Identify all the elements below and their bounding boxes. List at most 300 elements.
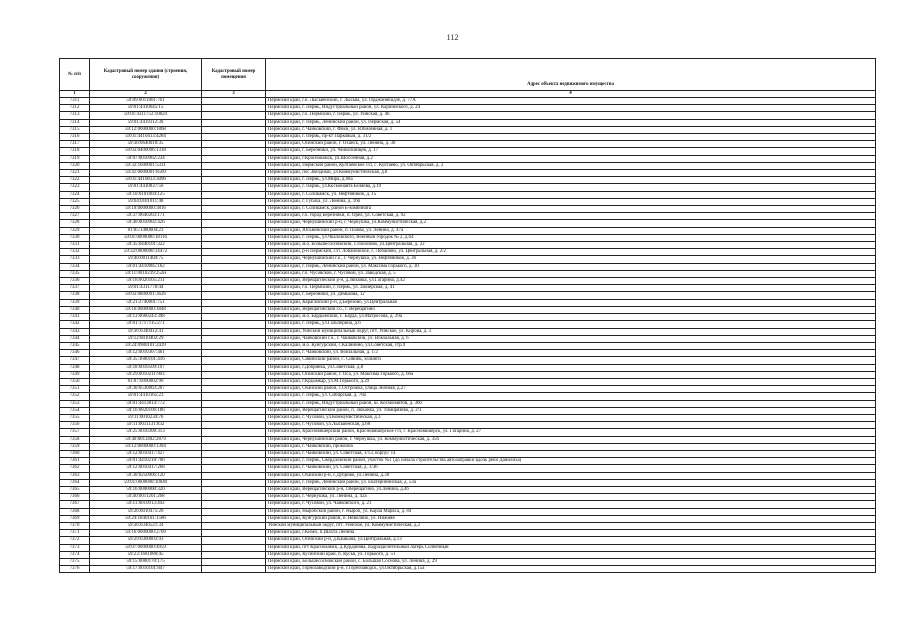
- room-cadastral-number: [202, 422, 266, 429]
- table-row: [60, 393, 876, 400]
- table-row: [60, 328, 876, 335]
- table-row: [60, 422, 876, 429]
- column-index: 2: [90, 91, 202, 98]
- row-number: 7321: [60, 170, 90, 177]
- cadastral-number: 59:12:0010417:427: [90, 450, 202, 457]
- column-index: 1: [60, 91, 90, 98]
- table-row: [60, 407, 876, 414]
- table-row: [60, 249, 876, 256]
- cadastral-number: 59:30:0250006:120: [90, 472, 202, 479]
- row-number: 7323: [60, 184, 90, 191]
- room-cadastral-number: [202, 256, 266, 263]
- cadastral-number: 59:32:1600001:5331: [90, 162, 202, 169]
- header-cadastral: Кадастровый номер здания (строения, сооружения): [90, 59, 202, 91]
- room-cadastral-number: [202, 105, 266, 112]
- property-address: Пермский край, г.о. Пермский, г. Пермь, ул. Уинская, д. 46: [266, 112, 876, 119]
- room-cadastral-number: [202, 177, 266, 184]
- cadastral-number: 59:01:4413814:772: [90, 400, 202, 407]
- room-cadastral-number: [202, 126, 266, 133]
- cadastral-number: 59:12:0000000:1868: [90, 126, 202, 133]
- row-number: 7353: [60, 400, 90, 407]
- cadastral-number: 59:29:0010211:903: [90, 371, 202, 378]
- property-address: Пермский край, Кунгурский район, п. Неволино, ул. Нижняя: [266, 515, 876, 522]
- room-cadastral-number: [202, 206, 266, 213]
- room-cadastral-number: [202, 400, 266, 407]
- property-address: Пермский край, г. Чернушка, ул. Ленина, д. 42а: [266, 494, 876, 501]
- property-address: Пермский край, г. Губаха, ул. Ленина, д. 16б: [266, 198, 876, 205]
- row-number: 7359: [60, 443, 90, 450]
- table-row: [60, 486, 876, 493]
- property-address: Пермский край, Большесосновский район, с. Большая Соснова, ул. Ленина, д. 29: [266, 559, 876, 566]
- row-number: 7347: [60, 357, 90, 364]
- row-number: 7369: [60, 515, 90, 522]
- room-cadastral-number: [202, 357, 266, 364]
- table-row: [60, 357, 876, 364]
- table-row: [60, 342, 876, 349]
- table-row: [60, 170, 876, 177]
- room-cadastral-number: [202, 220, 266, 227]
- cadastral-number: 59:01:4410085:162: [90, 263, 202, 270]
- room-cadastral-number: [202, 278, 266, 285]
- row-number: 7350: [60, 378, 90, 385]
- cadastral-number: 59:01:4410413:4284: [90, 134, 202, 141]
- table-row: [60, 155, 876, 162]
- room-cadastral-number: [202, 436, 266, 443]
- row-number: 7311: [60, 98, 90, 105]
- room-cadastral-number: [202, 321, 266, 328]
- row-number: 7362: [60, 465, 90, 472]
- cadastral-number: 59:04:0101011:48: [90, 198, 202, 205]
- row-number: 7337: [60, 285, 90, 292]
- cadastral-number: 59:36:0340412:41: [90, 328, 202, 335]
- table-row: [60, 350, 876, 357]
- property-address: Пермский край, г. Чайковский, ул. Советская, д. 1/36: [266, 465, 876, 472]
- property-address: Пермский край, г. Чайковский, ул. Вокзальная, д. 1/2: [266, 350, 876, 357]
- property-address: Пермский край, Карагайский р-н, д.Березово, ул.Центральная: [266, 299, 876, 306]
- property-address: Пермский край, Кусинский край, п. Кусья, ул. Горького, д. 51: [266, 551, 876, 558]
- row-number: 7312: [60, 105, 90, 112]
- table-row: [60, 400, 876, 407]
- room-cadastral-number: [202, 414, 266, 421]
- table-row: [60, 306, 876, 313]
- table-row: [60, 256, 876, 263]
- room-cadastral-number: [202, 501, 266, 508]
- cadastral-number: 59:23:1681080:45: [90, 551, 202, 558]
- row-number: 7314: [60, 119, 90, 126]
- row-number: 7342: [60, 321, 90, 328]
- row-number: 7360: [60, 450, 90, 457]
- room-cadastral-number: [202, 465, 266, 472]
- row-number: 7372: [60, 537, 90, 544]
- property-address: Пермский край, г. Березники, ул. Челюскинцев, д. 17: [266, 148, 876, 155]
- property-address: Пермский край, Верещагинский р-н, д.Зюзайка, ул.Гагарина, д.42: [266, 278, 876, 285]
- room-cadastral-number: [202, 537, 266, 544]
- room-cadastral-number: [202, 213, 266, 220]
- room-cadastral-number: [202, 249, 266, 256]
- table-row: [60, 522, 876, 529]
- property-address: Пермский край, Оханский район, с.Острожка, улица Зелёная, д.27: [266, 386, 876, 393]
- cadastral-number: 59:15:0000170:175: [90, 559, 202, 566]
- row-number: 7366: [60, 494, 90, 501]
- cadastral-number: 59:01:0000000:18116: [90, 234, 202, 241]
- row-number: 7313: [60, 112, 90, 119]
- room-cadastral-number: [202, 566, 266, 573]
- room-cadastral-number: [202, 386, 266, 393]
- cadastral-number: 59:12:0010417:268: [90, 465, 202, 472]
- row-number: 7361: [60, 458, 90, 465]
- property-address: Пермский край, Осинский район, г. Оханск, ул. Ленина, д. 30: [266, 141, 876, 148]
- room-cadastral-number: [202, 458, 266, 465]
- property-address: Пермский край, Верещагинский р-н, г.Верещагино, ул.Ленина, д.46: [266, 486, 876, 493]
- row-number: 7326: [60, 206, 90, 213]
- row-number: 7316: [60, 134, 90, 141]
- room-cadastral-number: [202, 407, 266, 414]
- table-row: [60, 551, 876, 558]
- row-number: 7375: [60, 559, 90, 566]
- cadastral-number: 59:30:0640010:35: [90, 141, 202, 148]
- cadastral-number: 59:11:0010913:492: [90, 501, 202, 508]
- header-room: Кадастровый номер помещения: [202, 59, 266, 91]
- property-address: Пермский край, г. Чусовой, ул.Коммунистическая, д.3: [266, 414, 876, 421]
- cadastral-number: 59:07:0000000:4959: [90, 544, 202, 551]
- row-number: 7356: [60, 422, 90, 429]
- property-address: Пермский край, г. Соликамск, ул. Нефтяников, д. 15: [266, 191, 876, 198]
- table-row: [60, 162, 876, 169]
- cadastral-number: 59:03:0800091:3626: [90, 292, 202, 299]
- table-row: [60, 508, 876, 515]
- table-row: [60, 134, 876, 141]
- table-row: [60, 270, 876, 277]
- room-cadastral-number: [202, 155, 266, 162]
- row-number: 7338: [60, 292, 90, 299]
- property-address: Пермский край, г.Добрянка, ул.Советская, д.8: [266, 364, 876, 371]
- room-cadastral-number: [202, 371, 266, 378]
- property-address: Пермский край, г. Березники, ул. Демькова, 12: [266, 292, 876, 299]
- cadastral-number: 59:40:0011402:2879: [90, 436, 202, 443]
- table-row: [60, 213, 876, 220]
- cadastral-number: 81:07:0090002:90: [90, 378, 202, 385]
- cadastral-number: 59:11:0011131:832: [90, 422, 202, 429]
- table-row: [60, 234, 876, 241]
- room-cadastral-number: [202, 530, 266, 537]
- row-number: 7358: [60, 436, 90, 443]
- room-cadastral-number: [202, 191, 266, 198]
- table-row: [60, 458, 876, 465]
- cadastral-number: 59:16:0000000:2709: [90, 530, 202, 537]
- property-address: Пермский край, г. Пермь, Ленинский район, ул. Екатерининская, д. 53а: [266, 479, 876, 486]
- row-number: 7370: [60, 522, 90, 529]
- table-row: [60, 378, 876, 385]
- row-number: 7371: [60, 530, 90, 537]
- property-address: Пермский край, Чайковский г.о., г. Чайковский, ул. Вокзальная, д. 6: [266, 335, 876, 342]
- table-row: [60, 501, 876, 508]
- row-number: 7335: [60, 270, 90, 277]
- cadastral-number: 59:41:0000001:8509: [90, 170, 202, 177]
- row-number: 7328: [60, 220, 90, 227]
- row-number: 7325: [60, 198, 90, 205]
- cadastral-number: 59:18:0020105:211: [90, 278, 202, 285]
- room-cadastral-number: [202, 443, 266, 450]
- property-address: Пермский край, Ныробский район, г. Ныроб, ул. Карла Маркса, д. 84: [266, 508, 876, 515]
- property-address: Пермский край, Красновишерский район, Красновишерское г/п, г. Красновишерск, ул. Гагарина, д. 27: [266, 429, 876, 436]
- row-number: 7345: [60, 342, 90, 349]
- cadastral-number: 59:01:1717115:271: [90, 321, 202, 328]
- table-body: [60, 98, 876, 573]
- table-row: [60, 141, 876, 148]
- table-row: [60, 544, 876, 551]
- property-address: Пермский край, Юсьвинский район, п. Пожва, ул. Ленина, д. 47а: [266, 227, 876, 234]
- room-cadastral-number: [202, 314, 266, 321]
- table-row: [60, 465, 876, 472]
- property-address: Пермский край, г. Пермь, ул. Сибирская, д. 78а: [266, 393, 876, 400]
- room-cadastral-number: [202, 184, 266, 191]
- property-address: Пермский край, Осинский район, г. Оса, ул. Максима Горького, д. 66а: [266, 371, 876, 378]
- row-number: 7330: [60, 234, 90, 241]
- cadastral-number: 59:10:0101004:125: [90, 191, 202, 198]
- property-address: Пермский край, м.о. Бардымский, с. Барда, ул.Матросова, д. 29а: [266, 314, 876, 321]
- property-address: Пермский край, г. Пермь, Ленинский район, ул. Максима Горького, д. 30: [266, 263, 876, 270]
- property-address: Пермский край, г.Кизел, п.Шахта Ленина: [266, 530, 876, 537]
- row-number: 7363: [60, 472, 90, 479]
- property-address: Пермский край, Чернушинский район, г. Чернушка, ул. Коммунистическая, д. 356: [266, 436, 876, 443]
- row-number: 7324: [60, 191, 90, 198]
- property-address: Пермский край, г. Пермь, ул.Чкаловского, Военный городок № 2, д.64: [266, 234, 876, 241]
- table-row: [60, 98, 876, 105]
- room-cadastral-number: [202, 162, 266, 169]
- property-address: Пермский край, г.о. Пермский, г. Пермь, ул. Заозерская, д. 41: [266, 285, 876, 292]
- table-row: [60, 184, 876, 191]
- row-number: 7331: [60, 242, 90, 249]
- room-cadastral-number: [202, 429, 266, 436]
- table-row: [60, 198, 876, 205]
- cadastral-number: 59:40:0011404:75: [90, 256, 202, 263]
- table-row: [60, 566, 876, 573]
- table-row: [60, 177, 876, 184]
- room-cadastral-number: [202, 119, 266, 126]
- table-row: [60, 515, 876, 522]
- cadastral-number: 59:01:4410218:706: [90, 458, 202, 465]
- page-number: 112: [446, 33, 459, 42]
- property-table-sheet: [59, 58, 875, 573]
- room-cadastral-number: [202, 479, 266, 486]
- cadastral-number: 59:32:0000000:14472: [90, 249, 202, 256]
- cadastral-number: 59:35:0440101:322: [90, 242, 202, 249]
- row-number: 7336: [60, 278, 90, 285]
- table-row: [60, 443, 876, 450]
- row-number: 7341: [60, 314, 90, 321]
- property-address: Пермский край, Сивинский район, с. Сивинь, эллинги: [266, 357, 876, 364]
- property-address: Пермский край, г.о. Лысьвенский, г. Лысьва, ул. Орджоникидзе, д. 77А: [266, 98, 876, 105]
- property-address: Пермский край, г.о. Чусовской, г. Чусовой, ул. Заводская, д. 5: [266, 270, 876, 277]
- property-address: Пермский край, м.о. Большесосновский, с.Полозово, ул.Центральная, д. 22: [266, 242, 876, 249]
- row-number: 7339: [60, 299, 90, 306]
- table-row: [60, 285, 876, 292]
- property-address: Пермский край, г.Краснокамск, ул.Шоссейная, д.2: [266, 155, 876, 162]
- cadastral-number: 59:03:0400096:1318: [90, 148, 202, 155]
- property-address: Пермский край, Верещагинский район, п. Зюкайка, ул. Тимирязева, д. 2/1: [266, 407, 876, 414]
- table-header-row: [60, 59, 876, 91]
- property-address: Пермский край, г. Пермь, Индустриальный район, ш. Космонавтов, д. 366: [266, 400, 876, 407]
- cadastral-number: 59:24:0980101:2439: [90, 342, 202, 349]
- table-row: [60, 530, 876, 537]
- table-row: [60, 371, 876, 378]
- table-row: [60, 242, 876, 249]
- room-cadastral-number: [202, 364, 266, 371]
- room-cadastral-number: [202, 515, 266, 522]
- cadastral-number: 59:01:4410645:15: [90, 105, 202, 112]
- cadastral-number: 81:05:1480004:23: [90, 227, 202, 234]
- property-address: Пермский край, г.Кудымкар, ул.М.Горького, д.29: [266, 378, 876, 385]
- room-cadastral-number: [202, 242, 266, 249]
- table-row: [60, 220, 876, 227]
- cadastral-number: 59:40:0010902:426: [90, 220, 202, 227]
- cadastral-number: 59:16:0000000:1848: [90, 306, 202, 313]
- room-cadastral-number: [202, 378, 266, 385]
- table-row: [60, 105, 876, 112]
- property-address: Пермский край, г. Чайковский, промзона: [266, 443, 876, 450]
- property-address: Пермский край, пос.Звездный, ул.Коммунистическая, д.8: [266, 170, 876, 177]
- row-number: 7368: [60, 508, 90, 515]
- room-cadastral-number: [202, 270, 266, 277]
- property-address: Пермский край, г. Пермь, Свердловский район, участок №1 (до начала строительства автозаправки вдоль реки Данилиха): [266, 458, 876, 465]
- property-address: Пермский край, пгт Краснокамск, д.Курданова, подразделительный лагерь Солнечный: [266, 544, 876, 551]
- property-table: [59, 58, 876, 573]
- property-address: Пермский край, Уинский муниципальный округ, пгт. Уинское, ул. Кирова, д. 3: [266, 328, 876, 335]
- room-cadastral-number: [202, 292, 266, 299]
- row-number: 7364: [60, 479, 90, 486]
- table-row: [60, 148, 876, 155]
- cadastral-number: 59:13:0660243:398: [90, 314, 202, 321]
- cadastral-number: 59:21:2740001:751: [90, 299, 202, 306]
- row-number: 7349: [60, 371, 90, 378]
- table-row: [60, 479, 876, 486]
- table-row: [60, 119, 876, 126]
- room-cadastral-number: [202, 234, 266, 241]
- row-number: 7315: [60, 126, 90, 133]
- cadastral-number: 59:11:0010234:76: [90, 414, 202, 421]
- room-cadastral-number: [202, 342, 266, 349]
- row-number: 7344: [60, 335, 90, 342]
- row-number: 7352: [60, 393, 90, 400]
- property-address: Пермский край, г. Пермь, ул.Гальперина, д.6: [266, 321, 876, 328]
- property-address: Пермский край, г. Пермь, ул.Космонавта Беляева, д.19: [266, 184, 876, 191]
- room-cadastral-number: [202, 306, 266, 313]
- cadastral-number: 59:40:0011201:268: [90, 494, 202, 501]
- room-cadastral-number: [202, 450, 266, 457]
- table-row: [60, 537, 876, 544]
- cadastral-number: 59:37:0640203:171: [90, 213, 202, 220]
- cadastral-number: 59:16:0000000:320: [90, 486, 202, 493]
- property-address: Пермский край, Оханский р-н, с.Дуброво, ул.Ленина, д.30: [266, 472, 876, 479]
- table-row: [60, 314, 876, 321]
- room-cadastral-number: [202, 494, 266, 501]
- table-row: [60, 450, 876, 457]
- room-cadastral-number: [202, 141, 266, 148]
- row-number: 7317: [60, 141, 90, 148]
- table-row: [60, 335, 876, 342]
- cadastral-number: 59:01:4410837:56: [90, 184, 202, 191]
- row-number: 7354: [60, 407, 90, 414]
- room-cadastral-number: [202, 486, 266, 493]
- room-cadastral-number: [202, 134, 266, 141]
- cadastral-number: 59:11:0010239:252н: [90, 270, 202, 277]
- header-address: Адрес объекта недвижимого имущества: [266, 59, 876, 91]
- column-index: 4: [266, 91, 876, 98]
- cadastral-number: 59:01:4410165:23: [90, 393, 202, 400]
- row-number: 7367: [60, 501, 90, 508]
- property-address: Пермский край, Пермский район, Култаевское с/п, с. Култаево, ул. Октябрьская, д. 2: [266, 162, 876, 169]
- room-cadastral-number: [202, 393, 266, 400]
- property-address: Пермский край, г. Пермь, Индустриальный район, ул. Карпинского, д. 24: [266, 105, 876, 112]
- cadastral-number: 59:16:0820106:186: [90, 407, 202, 414]
- property-address: Пермский край, г. Пермь, Ленинский район, ул. Пермская, д. 54: [266, 119, 876, 126]
- property-address: Пермский край, г. Чайковский, ул. Советская, 1/13, корпус 14: [266, 450, 876, 457]
- room-cadastral-number: [202, 559, 266, 566]
- room-cadastral-number: [202, 551, 266, 558]
- table-row: [60, 292, 876, 299]
- room-cadastral-number: [202, 170, 266, 177]
- cadastral-number: 59:35:1600101:416: [90, 357, 202, 364]
- table-row: [60, 364, 876, 371]
- row-number: 7355: [60, 414, 90, 421]
- row-number: 7327: [60, 213, 90, 220]
- cadastral-number: 59:07:0010902:234: [90, 155, 202, 162]
- header-num: № п/п: [60, 59, 90, 91]
- table-row: [60, 278, 876, 285]
- property-address: Пермский край, г. Чусовой, ул.Лысьвенская, д.68: [266, 422, 876, 429]
- room-cadastral-number: [202, 350, 266, 357]
- cadastral-number: 59:30:0530003:207: [90, 386, 202, 393]
- property-address: Пермский край, г. Пермь, пр-кт Парковый, д. 31/2: [266, 134, 876, 141]
- property-address: Пермский край, Горнозаводский р-н, г.Горнозаводск, ул.Октябрьская, д.15а: [266, 566, 876, 573]
- row-number: 7333: [60, 256, 90, 263]
- table-row: [60, 227, 876, 234]
- table-row: [60, 191, 876, 198]
- cadastral-number: 59:12:0010307:461: [90, 350, 202, 357]
- row-number: 7351: [60, 386, 90, 393]
- row-number: 7334: [60, 263, 90, 270]
- property-address: Пермский край, Чернушинский г.о., г. Чернушка, ул. Нефтяников, д. 36: [266, 256, 876, 263]
- room-cadastral-number: [202, 544, 266, 551]
- cadastral-number: 59:01:0000000:10040: [90, 479, 202, 486]
- room-cadastral-number: [202, 98, 266, 105]
- cadastral-number: 59:10:0000000:3816: [90, 206, 202, 213]
- row-number: 7343: [60, 328, 90, 335]
- property-address: Пермский край, г. Пермь, ул.Мира, д.68а: [266, 177, 876, 184]
- room-cadastral-number: [202, 227, 266, 234]
- property-address: Пермский край, р-н Пермский, с/п. Лобановское, с. Лобаново, ул. Центральная, д. 2/2: [266, 249, 876, 256]
- table-row: [60, 494, 876, 501]
- cadastral-number: 59:09:0011801:761: [90, 98, 202, 105]
- room-cadastral-number: [202, 522, 266, 529]
- cadastral-number: 59:25:0010308:313: [90, 429, 202, 436]
- row-number: 7348: [60, 364, 90, 371]
- table-row: [60, 206, 876, 213]
- cadastral-number: 59:17:0010101:847: [90, 566, 202, 573]
- row-number: 7365: [60, 486, 90, 493]
- table-row: [60, 559, 876, 566]
- property-address: Пермский край, Чернушинский р-н, г. Чернушка, ул.Коммунистическая, д.2: [266, 220, 876, 227]
- table-row: [60, 112, 876, 119]
- row-number: 7332: [60, 249, 90, 256]
- room-cadastral-number: [202, 263, 266, 270]
- row-number: 7320: [60, 162, 90, 169]
- table-row: [60, 386, 876, 393]
- table-row: [60, 436, 876, 443]
- cadastral-number: 59:12:0010402:29: [90, 335, 202, 342]
- cadastral-number: 59:18:0010509:197: [90, 364, 202, 371]
- row-number: 7357: [60, 429, 90, 436]
